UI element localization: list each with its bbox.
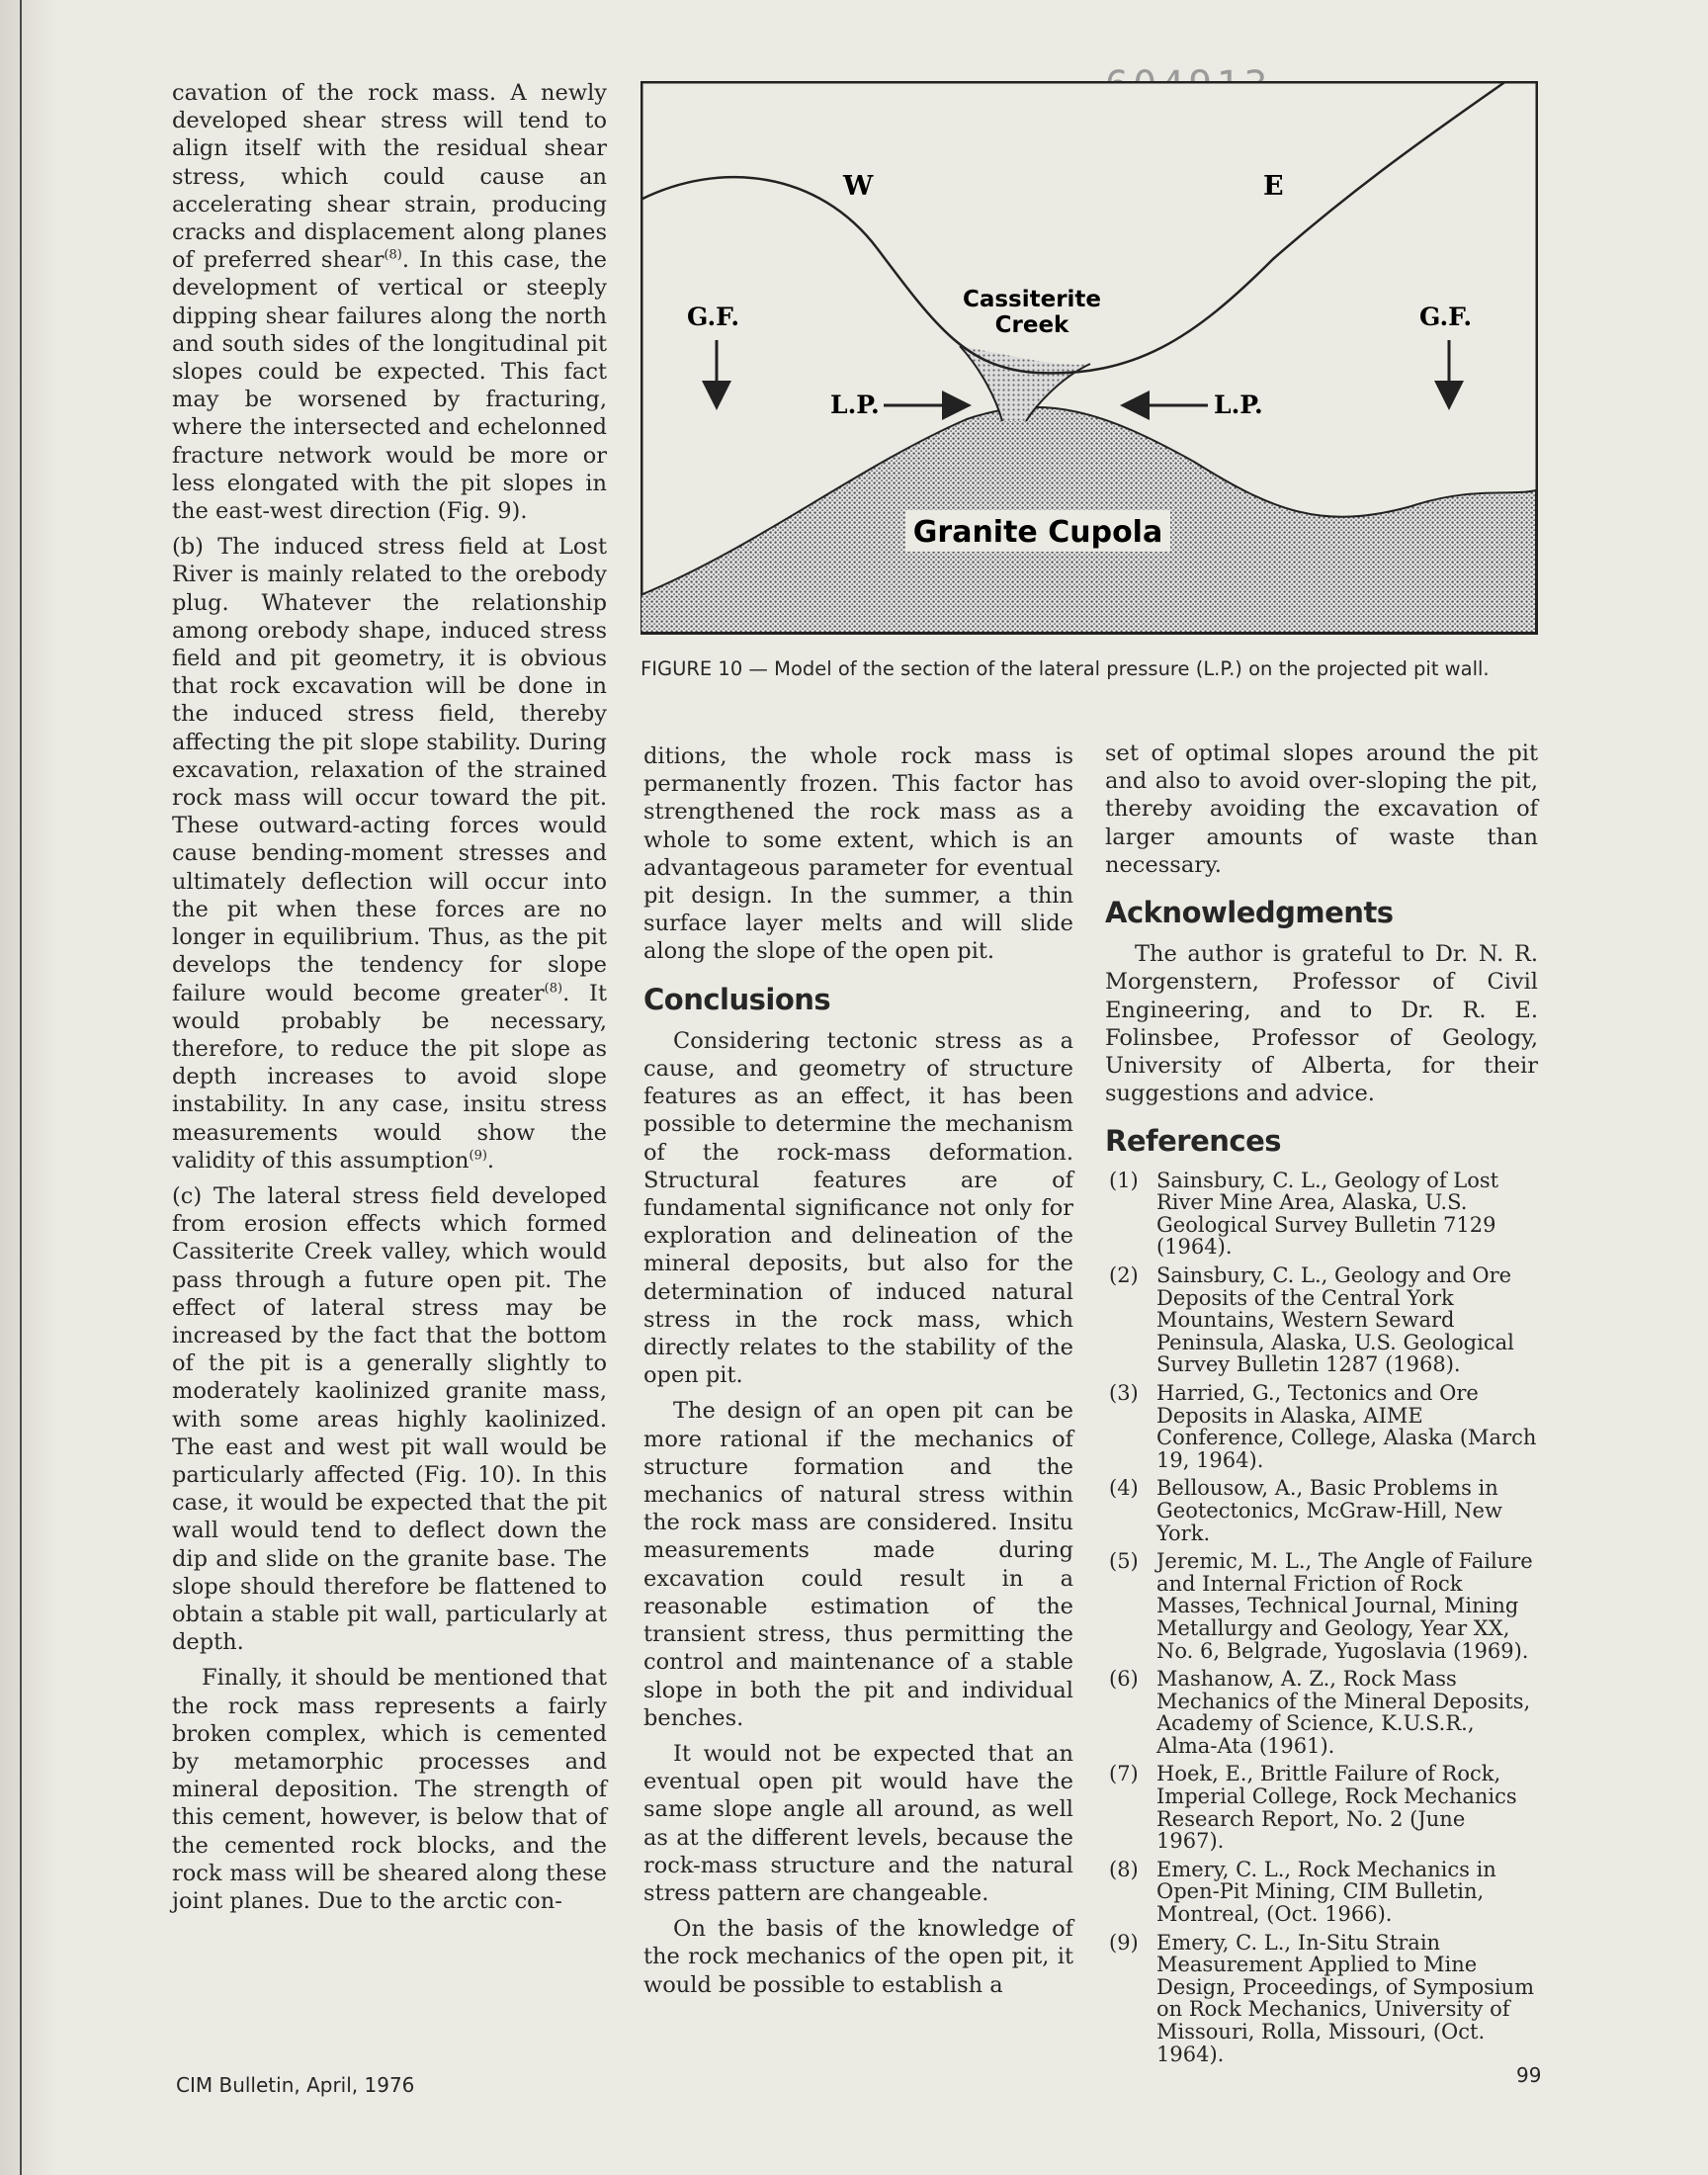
- reference-item: (5) Jeremic, M. L., The Angle of Failure and Internal Friction of Rock Masses, Technical Journal, Mining Metallurgy and Geology, Year XX, No. 6, Belgrade, Yugoslavia (1969).: [1109, 1549, 1533, 1663]
- granite-cupola-label: Granite Cupola: [912, 515, 1163, 550]
- scan-binding-margin: [0, 0, 57, 2175]
- lp-left-label: L.P.: [830, 391, 880, 419]
- creek-label-line2: Creek: [994, 312, 1069, 338]
- paragraph: Considering tectonic stress as a cause, and geometry of structure features as an effect, it has been possible to determine the mechanism of the rock-mass deformation. Structural features are of fundamental significance not only for exploration and delineation of the mineral deposits, but also for the determination of induced natural stress in the rock mass, which directly relates to the stability of the open pit.: [643, 1027, 1073, 1389]
- journal-footer: CIM Bulletin, April, 1976: [176, 2073, 415, 2097]
- figure-10-diagram: [640, 81, 1538, 635]
- creek-label-line1: Cassiterite: [962, 287, 1102, 312]
- heading-conclusions: Conclusions: [643, 982, 831, 1016]
- page-number: 99: [1516, 2063, 1542, 2087]
- column-middle: [643, 742, 1073, 2007]
- gf-right-label: G.F.: [1419, 303, 1473, 331]
- paragraph: (c) The lateral stress field developed from erosion effects which formed Cassiterite Creek valley, which would pass through a future open pit. The effect of lateral stress may be increased by the fact that the bottom of the pit is a generally slightly to moderately kaolinized granite mass, with some areas highly kaolinized. The east and west pit wall would be particularly affected (Fig. 10). In this case, it would be expected that the pit wall would tend to deflect down the dip and slide on the granite base. The slope should therefore be flattened to obtain a stable pit wall, particularly at depth.: [172, 1182, 607, 1656]
- paragraph: On the basis of the knowledge of the rock mechanics of the open pit, it would be possible to establish a: [643, 1916, 1073, 1998]
- west-label: W: [843, 171, 874, 202]
- column-right: [1105, 740, 1538, 2071]
- gf-left-label: G.F.: [687, 303, 740, 331]
- paragraph: set of optimal slopes around the pit and also to avoid over-sloping the pit, thereby avoiding the excavation of larger amounts of waste than necessary.: [1105, 740, 1538, 878]
- reference-item: (2) Sainsbury, C. L., Geology and Ore Deposits of the Central York Mountains, Western Seward Peninsula, Alaska, U.S. Geological Survey Bulletin 1287 (1968).: [1109, 1263, 1514, 1377]
- paragraph: The author is grateful to Dr. N. R. Morgenstern, Professor of Civil Engineering, and to Dr. R. E. Folinsbee, Professor of Geology, University of Alberta, for their suggestions and advice.: [1105, 941, 1538, 1107]
- paragraph: It would not be expected that an eventual open pit would have the same slope angle all around, as well as at the different levels, because the rock-mass structure and the natural stress pattern are changeable.: [643, 1740, 1073, 1906]
- figure-caption: FIGURE 10 — Model of the section of the lateral pressure (L.P.) on the projected pit wall.: [640, 657, 1490, 680]
- reference-item: (7) Hoek, E., Brittle Failure of Rock, Imperial College, Rock Mechanics Research Report, No. 2 (June 1967).: [1109, 1762, 1517, 1854]
- reference-item: (6) Mashanow, A. Z., Rock Mass Mechanics of the Mineral Deposits, Academy of Science, K.U.S.R., Alma-Ata (1961).: [1109, 1667, 1531, 1758]
- heading-acknowledgments: Acknowledgments: [1105, 896, 1394, 930]
- paragraph: (b) The induced stress field at Lost River is mainly related to the orebody plug. Whatever the relationship among orebody shape, induced stress field and pit geometry, it is obvious that rock excavation will be done in the induced stress field, thereby affecting the pit slope stability. During excavation, relaxation of the strained rock mass will occur toward the pit. These outward-acting forces would cause bending-moment stresses and ultimately deflection will occur into the pit when these forces are no longer in equilibrium. Thus, as the pit develops the tendency for slope failure would become greater$^{(8)}$. It would probably be necessary, therefore, to reduce the pit slope as depth increases to avoid slope instability. In any case, insitu stress measurements would show the validity of this assumption$^{(9)}$.: [172, 534, 607, 1174]
- paragraph: cavation of the rock mass. A newly developed shear stress will tend to align itself with the residual shear stress, which could cause an accelerating shear strain, producing cracks and displacement along planes of preferred shear$^{(8)}$. In this case, the development of vertical or steeply dipping shear failures along the north and south sides of the longitudinal pit slopes could be expected. This fact may be worsened by fracturing, where the intersected and echelonned fracture network would be more or less elongated with the pit slopes in the east-west direction (Fig. 9).: [172, 80, 607, 525]
- reference-item: (9) Emery, C. L., In-Situ Strain Measurement Applied to Mine Design, Proceedings, of Symposium on Rock Mechanics, University of Missouri, Rolla, Missouri, (Oct. 1964).: [1109, 1930, 1535, 2066]
- reference-item: (3) Harried, G., Tectonics and Ore Deposits in Alaska, AIME Conference, College, Alaska (March 19, 1964).: [1109, 1380, 1537, 1472]
- paragraph: Finally, it should be mentioned that the rock mass represents a fairly broken complex, which is cemented by metamorphic processes and mineral deposition. The strength of this cement, however, is below that of the cemented rock blocks, and the rock mass will be sheared along these joint planes. Due to the arctic con-: [172, 1665, 607, 1914]
- heading-references: References: [1105, 1124, 1282, 1159]
- paragraph: The design of an open pit can be more rational if the mechanics of structure formation and the mechanics of natural stress within the rock mass are considered. Insitu measurements made during excavation could result in a reasonable estimation of the transient stress, thus permitting the control and maintenance of a stable slope in both the pit and individual benches.: [643, 1398, 1073, 1731]
- lp-right-label: L.P.: [1214, 391, 1263, 419]
- reference-item: (8) Emery, C. L., Rock Mechanics in Open-Pit Mining, CIM Bulletin, Montreal, (Oct. 1966).: [1109, 1857, 1496, 1927]
- reference-item: (4) Bellousow, A., Basic Problems in Geotectonics, McGraw-Hill, New York.: [1109, 1476, 1502, 1545]
- reference-item: (1) Sainsbury, C. L., Geology of Lost River Mine Area, Alaska, U.S. Geological Survey Bulletin 7129 (1964).: [1109, 1168, 1499, 1260]
- east-label: E: [1263, 171, 1284, 202]
- binding-edge-line: [20, 0, 22, 2175]
- paragraph: ditions, the whole rock mass is permanently frozen. This factor has strengthened the rock mass as a whole to some extent, which is an advantageous parameter for eventual pit design. In the summer, a thin surface layer melts and will slide along the slope of the open pit.: [643, 743, 1073, 965]
- column-left: [172, 79, 607, 1923]
- reference-list: [1105, 1170, 1538, 2066]
